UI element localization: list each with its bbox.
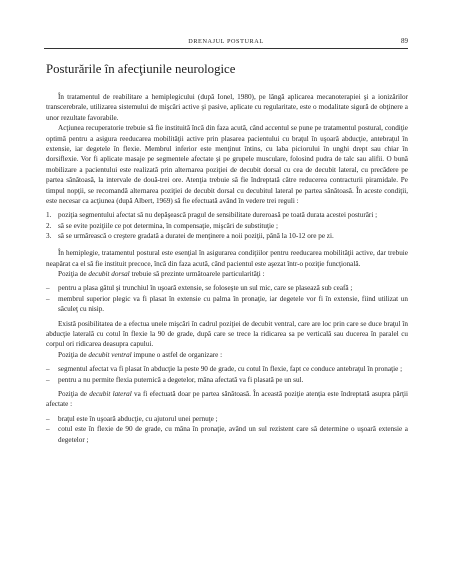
paragraph-intro: În tratamentul de reabilitare a hemiplegicului (după Ionel, 1980), pe lângă aplicarea mecanoterapiei şi a ionizărilor transcerebrale, utilizarea sistemului de mişcări active şi pasive, aplicate cu regularitate, este o modalitate sigură de obţinere a unor rezultate favorabile. [46,93,408,122]
running-title: DRENAJUL POSTURAL [188,38,264,45]
italic-term: decubit lateral [89,390,132,399]
dash-marker: – [46,294,50,303]
paragraph-ventral-intro [46,350,408,360]
list-item-text: pentru a nu permite flexia puternică a degetelor, mâna afectată va fi plasată pe un sul. [58,375,304,384]
list-number: 1. [46,211,52,220]
text-run: impune o astfel de organizare : [131,350,223,359]
paragraph-dorsal-intro [46,269,408,279]
dash-marker: – [46,365,50,374]
list-number: 2. [46,221,52,230]
list-item [46,221,408,231]
list-item [46,231,408,241]
paragraph-ventral-movements: Există posibilitatea de a efectua unele mişcări în cadrul poziţiei de decubit ventral, care are loc prin care se duce braţul în abducţie laterală cu cotul în flexie la 90 de grade, după care se trece la ridicarea sa pe verticală sau ducerea în paralel cu corpul ori ridicarea deasupra capului. [46,319,408,349]
list-item [46,294,408,315]
list-item [46,210,408,220]
list-item-text: să se evite poziţiile ce pot determina, în compensaţie, mişcări de substituţie ; [58,221,278,230]
section-title: Posturările în afecţiunile neurologice [46,62,236,76]
list-item [46,364,408,374]
page-header [44,36,408,49]
ventral-list [46,364,408,385]
text-run: va fi efectuată doar pe partea sănătoasă. În această poziţie atenţia este îndreptată asupra părţii afectate : [46,390,408,409]
list-item [46,424,408,445]
italic-term: decubit ventral [88,350,132,359]
dash-marker: – [46,375,50,384]
dash-marker: – [46,284,50,293]
paragraph-lateral-intro [46,389,408,410]
dash-marker: – [46,414,50,423]
dash-marker: – [46,425,50,434]
page-number: 89 [401,37,408,45]
italic-term: decubit dorsal [88,270,130,278]
list-item-text: segmentul afectat va fi plasat în abducţie la peste 90 de grade, cu cotul în flexie, fapt ce conduce antebraţul în pronaţie ; [58,365,403,374]
list-item [46,414,408,424]
list-item-text: cotul este în flexie de 90 de grade, cu mâna în pronaţie, având un sul rezistent care să determine o uşoară extensie a degetelor ; [58,425,408,444]
body-text [46,92,408,449]
list-item-text: membrul superior plegic va fi plasat în extensie cu palma în pronaţie, iar degetele vor fi în extensie, fiind utilizat un săculeţ cu nisip. [58,294,408,314]
dorsal-list [46,283,408,314]
list-item-text: braţul este în uşoară abducţie, cu ajutorul unei pernuţe ; [58,414,218,423]
list-number: 3. [46,232,52,241]
list-item-text: poziţia segmentului afectat să nu depăşească pragul de sensibilitate dureroasă pe toată durata acestei posturări ; [58,211,378,220]
text-run: Poziţia de [58,350,89,359]
list-item [46,375,408,385]
text-run: Poziţia de [58,270,89,278]
text-run: Poziţia de [58,390,90,399]
rules-list [46,210,408,241]
paragraph-hemiplegia: În hemiplegie, tratamentul postural este esenţial în asigurarea condiţiilor pentru reeducarea mobilităţii active, dar trebuie neapărat ca el să fie instituit precoce, încă din faza acută, când pacientul este aşezat într-o poziţie funcţională. [46,249,408,268]
list-item [46,283,408,293]
lateral-list [46,414,408,445]
list-item-text: pentru a plasa gâtul şi trunchiul în uşoară extensie, se foloseşte un sul mic, care se plasează sub ceafă ; [58,284,353,293]
text-run: trebuie să prezinte următoarele particularităţi : [129,270,265,278]
paragraph-acute-phase: Acţiunea recuperatorie trebuie să fie instituită încă din faza acută, când accentul se pune pe tratamentul postural, condiţie optimă pentru a asigura reeducarea mobilităţii active prin plasarea pacientului cu braţul în uşoară abducţie, antebraţul în extensie, iar degetele în flexie. Membrul inferior este menţinut întins, cu laba piciorului în unghi drept sau chiar în dorsiflexie. Vor fi aplicate masaje pe segmentele afectate şi pe grupele musculare, folosind pudra de talc sau alifii. O bună mobilizare a pacientului este realizată prin alternarea poziţiei de decubit dorsal cu cea de decubit lateral, cu precădere pe partea sănătoasă, la intervale de două-trei ore. Atenţia trebuie să fie îndreptată către reducerea contracturii piramidale. Pe timpul nopţii, se recomandă alternarea poziţiei de decubit dorsal cu decubitul lateral pe partea sănătoasă. În aceste condiţii, este necesar ca acţiunea (după Albert, 1969) să fie efectuată având în vedere trei reguli : [46,124,408,206]
list-item-text: să se urmărească o creştere gradată a duratei de menţinere a noii poziţii, până la 10-12 ore pe zi. [58,232,334,241]
